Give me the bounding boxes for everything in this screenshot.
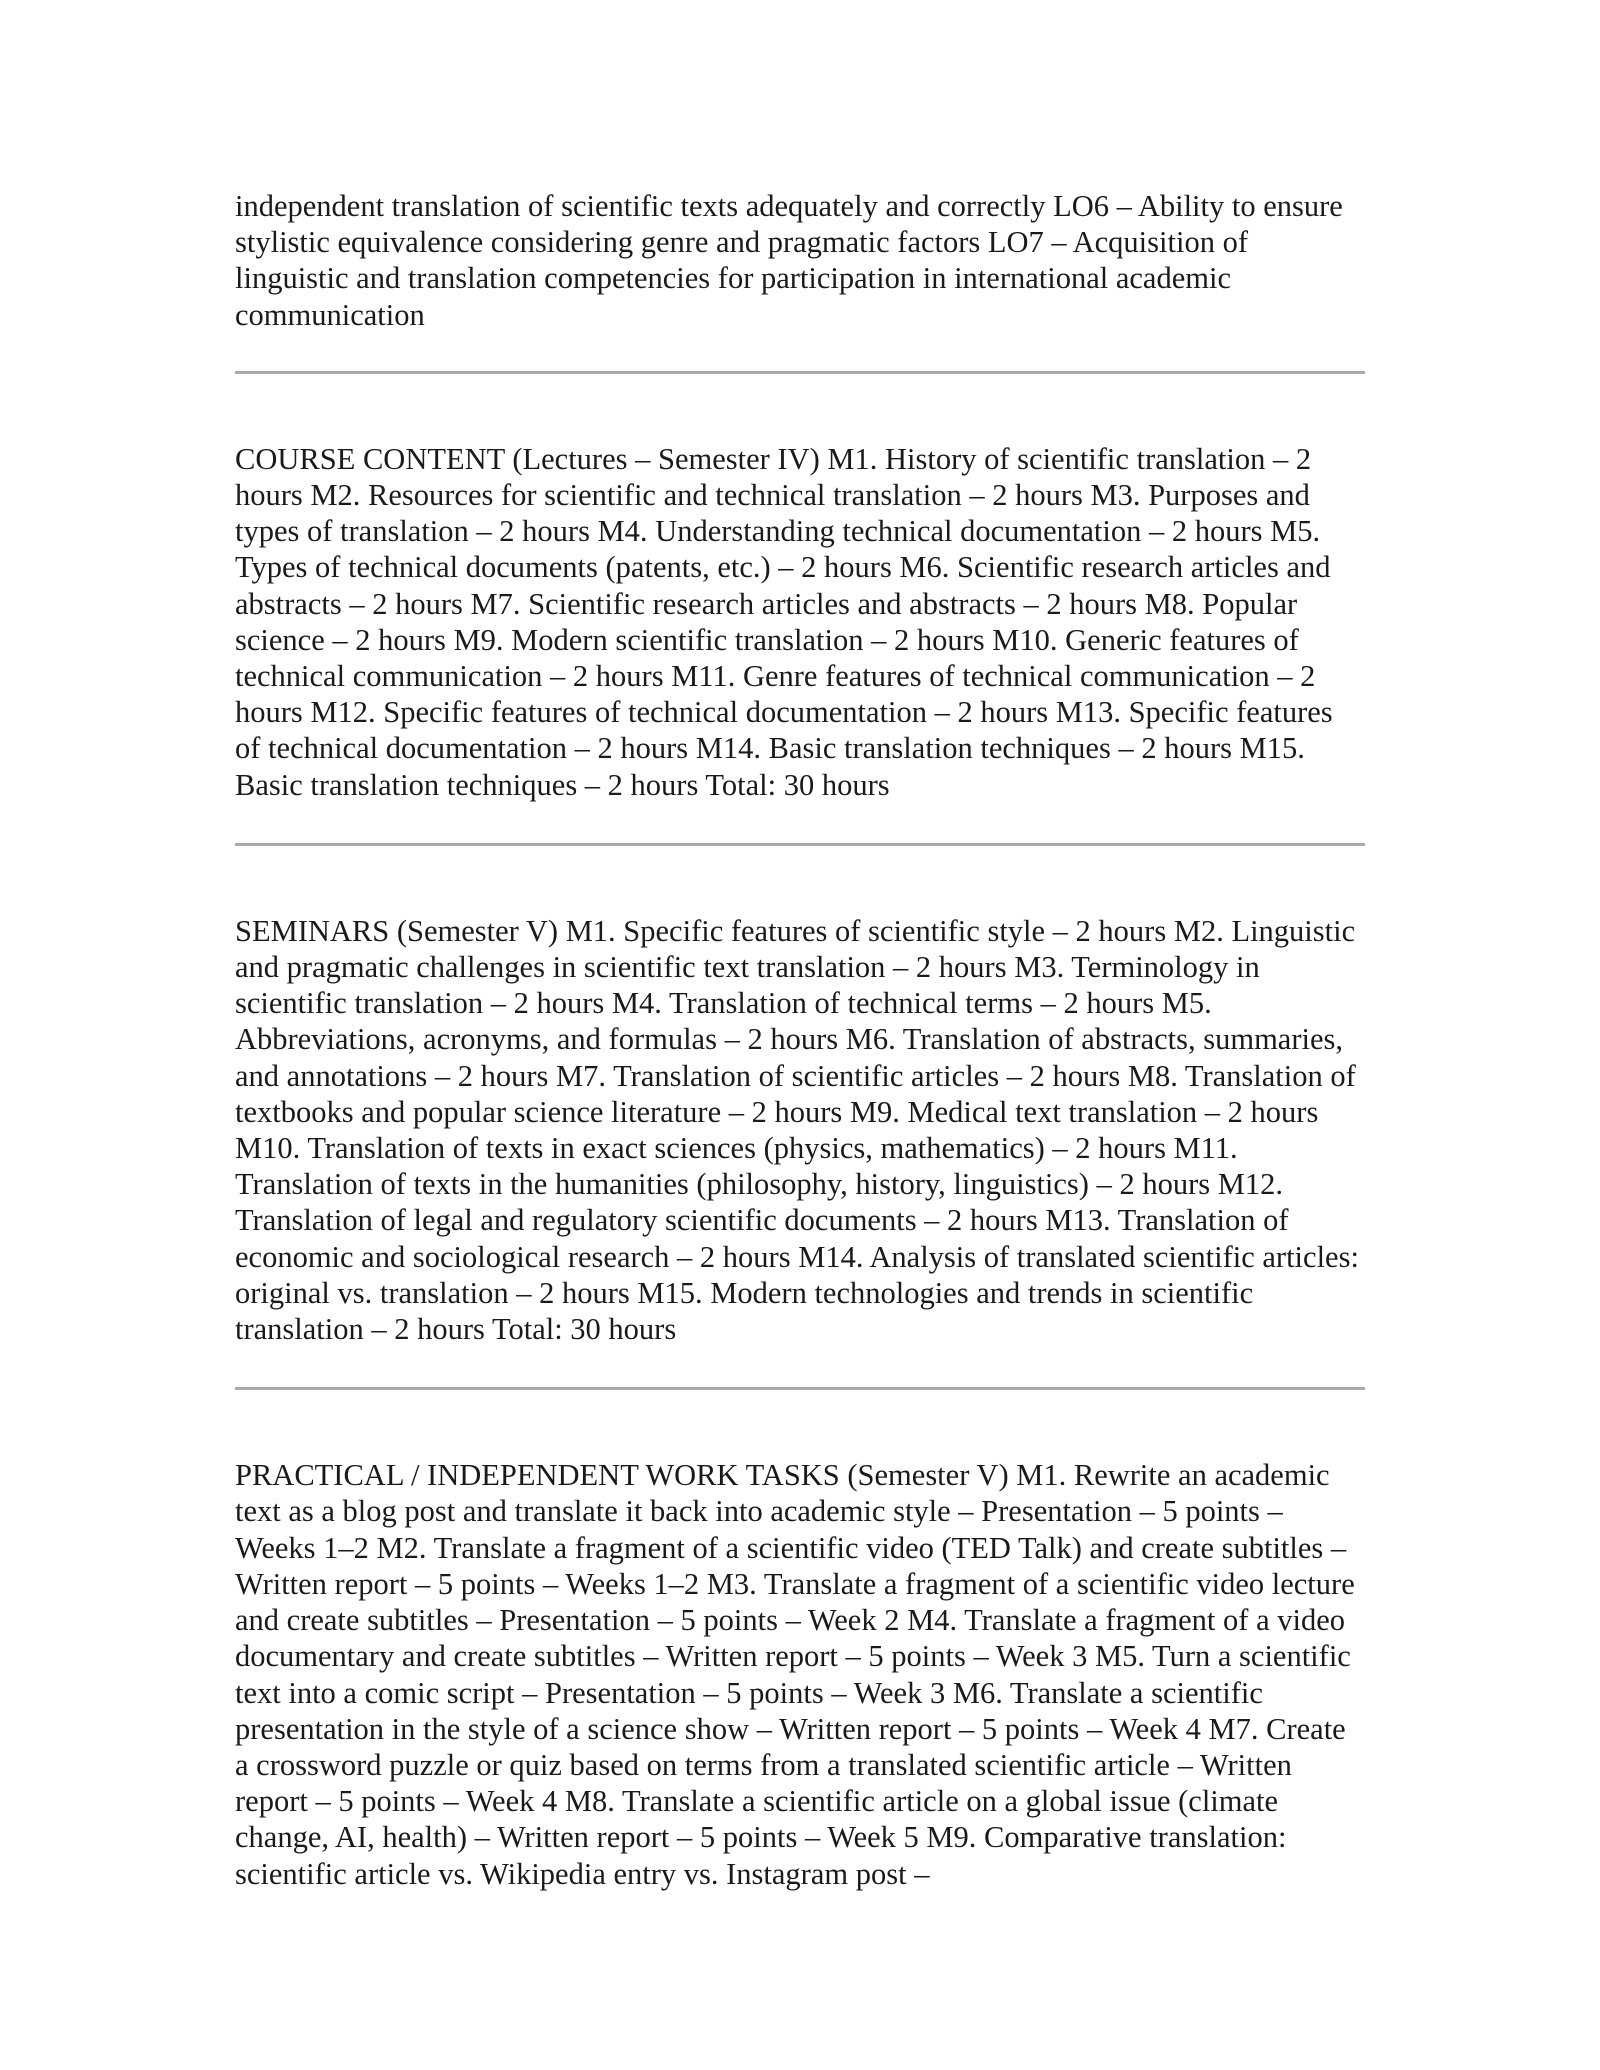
section-divider (235, 843, 1365, 846)
seminars-paragraph: SEMINARS (Semester V) M1. Specific features of scientific style – 2 hours M2. Linguistic and pragmatic challenges in scientific text translation – 2 hours M3. Terminology in scientific translation – 2 hours M4. Translation of technical terms – 2 hours M5. Abbreviations, acronyms, and formulas – 2 hours M6. Translation of abstracts, summaries, and annotations – 2 hours M7. Translation of scientific articles – 2 hours M8. Translation of textbooks and popular science literature – 2 hours M9. Medical text translation – 2 hours M10. Translation of texts in exact sciences (physics, mathematics) – 2 hours M11. Translation of texts in the humanities (philosophy, history, linguistics) – 2 hours M12. Translation of legal and regulatory scientific documents – 2 hours M13. Translation of economic and sociological research – 2 hours M14. Analysis of translated scientific articles: original vs. translation – 2 hours M15. Modern technologies and trends in scientific translation – 2 hours Total: 30 hours (235, 913, 1359, 1347)
learning-outcomes-paragraph: independent translation of scientific texts adequately and correctly LO6 – Ability to ensure stylistic equivalence considering genre and pragmatic factors LO7 – Acquisition of linguistic and translation competencies for participation in international academic communication (235, 189, 1343, 332)
section-divider (235, 371, 1365, 374)
practical-tasks-paragraph: PRACTICAL / INDEPENDENT WORK TASKS (Semester V) M1. Rewrite an academic text as a blog post and translate it back into academic style – Presentation – 5 points – Weeks 1–2 M2. Translate a fragment of a scientific video (TED Talk) and create subtitles – Written report – 5 points – Weeks 1–2 M3. Translate a fragment of a scientific video lecture and create subtitles – Presentation – 5 points – Week 2 M4. Translate a fragment of a video documentary and create subtitles – Written report – 5 points – Week 3 M5. Turn a scientific text into a comic script – Presentation – 5 points – Week 3 M6. Translate a scientific presentation in the style of a science show – Written report – 5 points – Week 4 M7. Create a crossword puzzle or quiz based on terms from a translated scientific article – Written report – 5 points – Week 4 M8. Translate a scientific article on a global issue (climate change, AI, health) – Written report – 5 points – Week 5 M9. Comparative translation: scientific article vs. Wikipedia entry vs. Instagram post – (235, 1458, 1355, 1891)
document-page (235, 188, 1365, 1892)
section-divider (235, 1387, 1365, 1390)
course-content-paragraph: COURSE CONTENT (Lectures – Semester IV) M1. History of scientific translation – 2 hours M2. Resources for scientific and technical translation – 2 hours M3. Purposes and types of translation – 2 hours M4. Understanding technical documentation – 2 hours M5. Types of technical documents (patents, etc.) – 2 hours M6. Scientific research articles and abstracts – 2 hours M7. Scientific research articles and abstracts – 2 hours M8. Popular science – 2 hours M9. Modern scientific translation – 2 hours M10. Generic features of technical communication – 2 hours M11. Genre features of technical communication – 2 hours M12. Specific features of technical documentation – 2 hours M13. Specific features of technical documentation – 2 hours M14. Basic translation techniques – 2 hours M15. Basic translation techniques – 2 hours Total: 30 hours (235, 441, 1333, 802)
